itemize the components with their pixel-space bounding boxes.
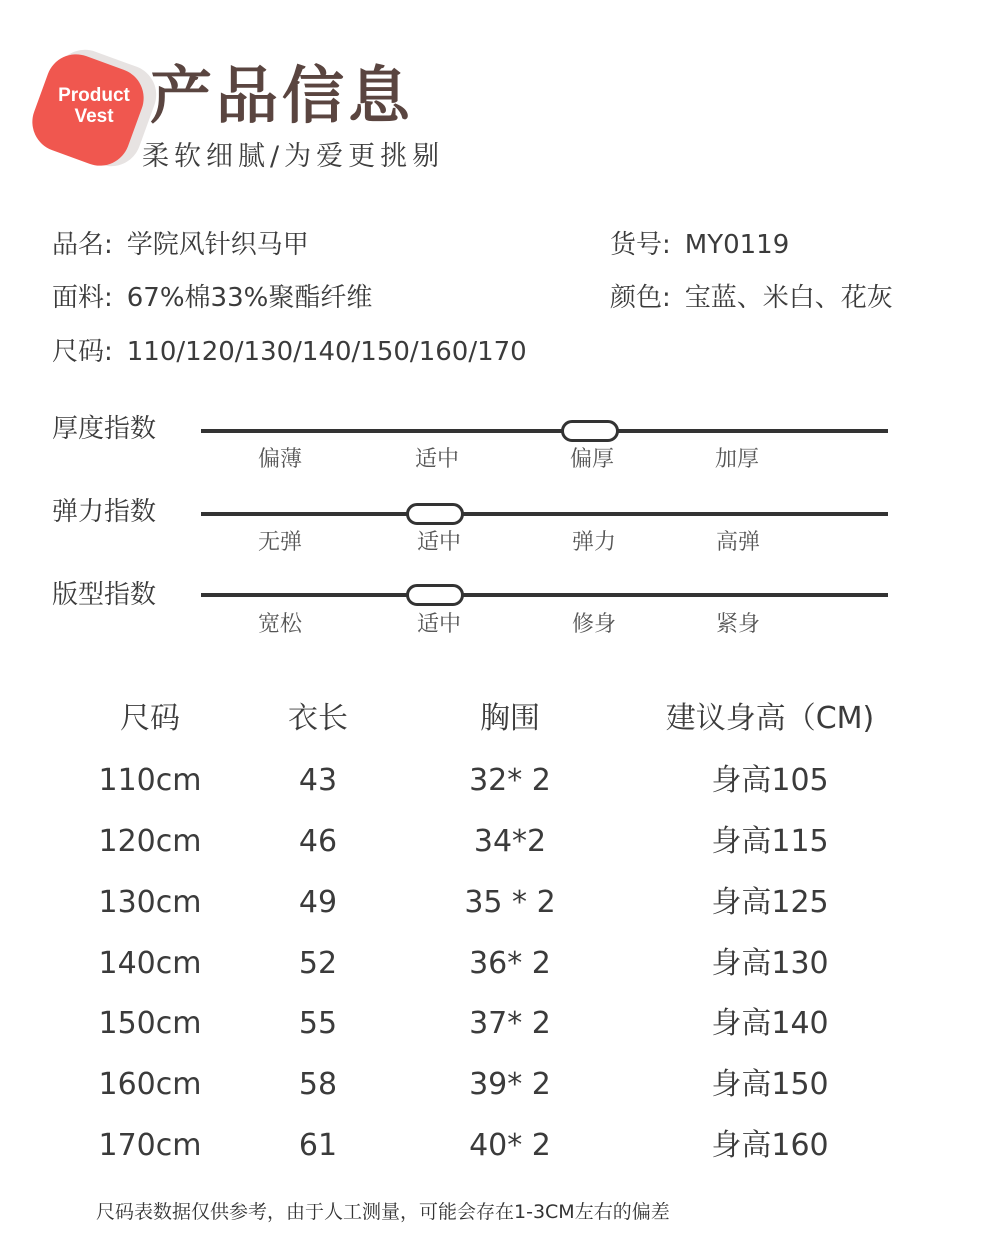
table-cell: 36* 2 [469,946,551,981]
size-table-header-length: 衣长 [288,701,348,736]
table-cell: 160cm [98,1067,202,1102]
fit-option-1: 宽松 [257,612,302,637]
thickness-index-track [201,429,888,433]
info-fabric-label: 面料: [52,283,113,313]
info-size-label: 尺码: [52,337,113,367]
info-color-label: 颜色: [610,283,671,313]
fit-index-knob [406,584,464,606]
fit-index-track [201,593,888,597]
info-sku-label: 货号: [610,230,671,260]
table-cell: 55 [298,1006,338,1041]
table-cell: 61 [298,1128,338,1163]
elasticity-index-knob [406,503,464,525]
fit-option-2: 适中 [416,612,461,637]
badge-line-1: Product [58,85,130,106]
table-cell: 34*2 [473,824,547,859]
table-cell: 身高140 [711,1006,829,1041]
badge-line-2: Vest [74,106,114,127]
table-cell: 43 [298,763,338,798]
table-cell: 52 [298,946,338,981]
table-cell: 身高130 [711,946,829,981]
fit-index-label: 版型指数 [52,580,157,610]
thickness-index-label: 厚度指数 [52,414,157,444]
table-cell: 150cm [98,1006,202,1041]
size-footnote: 尺码表数据仅供参考，由于人工测量，可能会存在1-3CM左右的偏差 [96,1201,670,1223]
info-size [52,336,527,368]
table-cell: 140cm [98,946,202,981]
table-cell: 身高115 [711,824,829,859]
table-cell: 39* 2 [469,1067,551,1102]
info-fabric-value: 67%棉33%聚酯纤维 [126,283,373,313]
brand-badge [28,50,158,170]
table-cell: 49 [298,885,338,920]
info-name [52,229,309,261]
table-cell: 身高125 [711,885,829,920]
info-color-value: 宝蓝、米白、花灰 [684,283,893,313]
table-cell: 130cm [98,885,202,920]
size-table-header-chest: 胸围 [480,701,540,736]
table-cell: 身高160 [711,1128,829,1163]
fit-option-3: 修身 [571,612,616,637]
info-fabric [52,282,372,314]
table-cell: 身高105 [711,763,829,798]
info-color [610,282,893,314]
info-sku-value: MY0119 [684,230,790,260]
thickness-option-4: 加厚 [714,447,759,472]
size-table-header-height: 建议身高（CM) [665,701,875,736]
info-size-value: 110/120/130/140/150/160/170 [126,337,527,367]
table-cell: 110cm [98,763,202,798]
elasticity-option-2: 适中 [416,530,461,555]
table-cell: 35 * 2 [464,885,556,920]
elasticity-option-1: 无弹 [257,530,302,555]
thickness-index-knob [561,420,619,442]
info-name-label: 品名: [52,230,113,260]
table-cell: 37* 2 [469,1006,551,1041]
fit-option-4: 紧身 [715,612,760,637]
table-cell: 身高150 [711,1067,829,1102]
table-cell: 46 [298,824,338,859]
size-table-header-size: 尺码 [120,701,180,736]
table-cell: 120cm [98,824,202,859]
table-cell: 58 [298,1067,338,1102]
table-cell: 32* 2 [469,763,551,798]
badge-text [38,85,150,127]
thickness-option-1: 偏薄 [257,447,302,472]
info-name-value: 学院风针织马甲 [126,230,309,260]
table-cell: 170cm [98,1128,202,1163]
page-subtitle: 柔软细腻/为爱更挑剔 [142,141,445,172]
table-cell: 40* 2 [469,1128,551,1163]
thickness-option-3: 偏厚 [569,447,614,472]
elasticity-option-3: 弹力 [571,530,616,555]
thickness-option-2: 适中 [414,447,459,472]
page-title: 产品信息 [150,59,415,132]
elasticity-index-label: 弹力指数 [52,497,157,527]
elasticity-index-track [201,512,888,516]
info-sku [610,229,789,261]
elasticity-option-4: 高弹 [715,530,760,555]
